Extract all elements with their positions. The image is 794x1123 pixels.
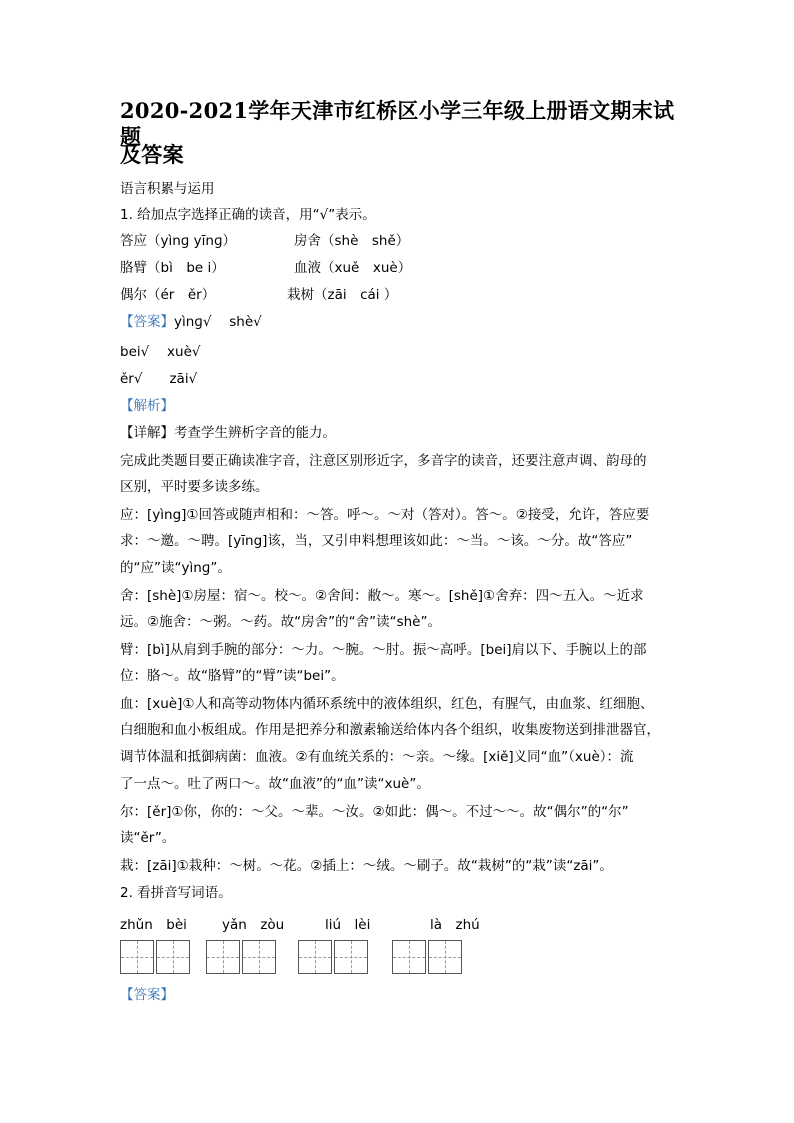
detail-tag: 【详解】 [120, 425, 174, 441]
pinyin-label: liú lèi [325, 917, 371, 933]
q1-answer-line [120, 313, 680, 331]
pinyin-label: yǎn zòu [222, 917, 285, 933]
writing-box[interactable] [298, 940, 332, 974]
writing-box[interactable] [392, 940, 426, 974]
analysis-line: 应：[yìng]①回答或随声相和：～答。呼～。～对（答对）。答～。②接受，允许，答应要 [120, 507, 650, 523]
q1-option: 栽树（zāi cái ） [287, 287, 398, 303]
q1-option: 胳臂（bì be i） [120, 260, 225, 276]
writing-box[interactable] [334, 940, 368, 974]
writing-box[interactable] [120, 940, 154, 974]
detail-line [120, 424, 680, 442]
analysis-line: 舍：[shè]①房屋：宿～。校～。②舍间：敝～。寒～。[shě]①舍弃：四～五入。～近求 [120, 588, 644, 604]
writing-box[interactable] [156, 940, 190, 974]
analysis-line: 求：～邀。～聘。[yīng]该，当，又引申料想理该如此：～当。～该。～分。故“答应” [120, 533, 633, 549]
q1-answer-text-3: ěr√ zāi√ [120, 371, 198, 387]
analysis-line: 臂：[bì]从肩到手腕的部分：～力。～腕。～肘。振～高呼。[bei]肩以下、手腕以上的部 [120, 642, 647, 658]
q1-answer-text-2: bei√ xuè√ [120, 344, 201, 360]
analysis-tag: 【解析】 [120, 398, 174, 414]
analysis-line: 尔：[ěr]①你，你的：～父。～辈。～汝。②如此：偶～。不过～～。故“偶尔”的“尔” [120, 804, 629, 820]
pinyin-label: là zhú [430, 917, 480, 933]
q1-option: 房舍（shè shě） [294, 233, 410, 249]
writing-box[interactable] [428, 940, 462, 974]
q2-answer-tag: 【答案】 [120, 987, 174, 1003]
analysis-line: 调节体温和抵御病菌：血液。②有血统关系的：～亲。～缘。[xiě]义同“血”（xuè）：流 [120, 749, 634, 765]
question-1-stem: 1. 给加点字选择正确的读音，用“√”表示。 [120, 207, 376, 223]
analysis-line: 区别，平时要多读多练。 [120, 479, 269, 495]
q1-option: 偶尔（ér ěr） [120, 287, 216, 303]
analysis-line: 了一点～。吐了两口～。故“血液”的“血”读“xuè”。 [120, 776, 430, 792]
analysis-line: 的“应”读“yìnɡ”。 [120, 560, 231, 576]
answer-text: yìnɡ√ shè√ [174, 314, 262, 330]
pinyin-label: zhǔn bèi [120, 917, 187, 933]
writing-box[interactable] [206, 940, 240, 974]
analysis-line: 读“ěr”。 [120, 830, 176, 846]
analysis-line: 血：[xuè]①人和高等动物体内循环系统中的液体组织，红色，有腥气，由血浆、红细胞、 [120, 696, 654, 712]
analysis-line: 栽：[zāi]①栽种：～树。～花。②插上：～绒。～刷子。故“栽树”的“栽”读“zāi”。 [120, 858, 613, 874]
detail-text: 考查学生辨析字音的能力。 [174, 425, 336, 441]
answer-tag: 【答案】 [120, 314, 174, 330]
q1-option: 答应（yìnɡ yīnɡ） [120, 233, 237, 249]
q1-option: 血液（xuě xuè） [294, 260, 412, 276]
analysis-line: 白细胞和血小板组成。作用是把养分和激素输送给体内各个组织，收集废物送到排泄器官， [120, 722, 660, 738]
analysis-line: 完成此类题目要正确读准字音，注意区别形近字，多音字的读音，还要注意声调、韵母的 [120, 453, 647, 469]
document-title-continued: 及答案 [120, 142, 184, 167]
question-2-stem: 2. 看拼音写词语。 [120, 885, 232, 901]
section-heading: 语言积累与运用 [120, 181, 215, 197]
writing-box[interactable] [242, 940, 276, 974]
analysis-line: 位：胳～。故“胳臂”的“臂”读“bei”。 [120, 668, 345, 684]
document-title: 2020-2021学年天津市红桥区小学三年级上册语文期末试题 [120, 98, 675, 149]
analysis-line: 远。②施舍：～粥。～药。故“房舍”的“舍”读“shè”。 [120, 614, 441, 630]
